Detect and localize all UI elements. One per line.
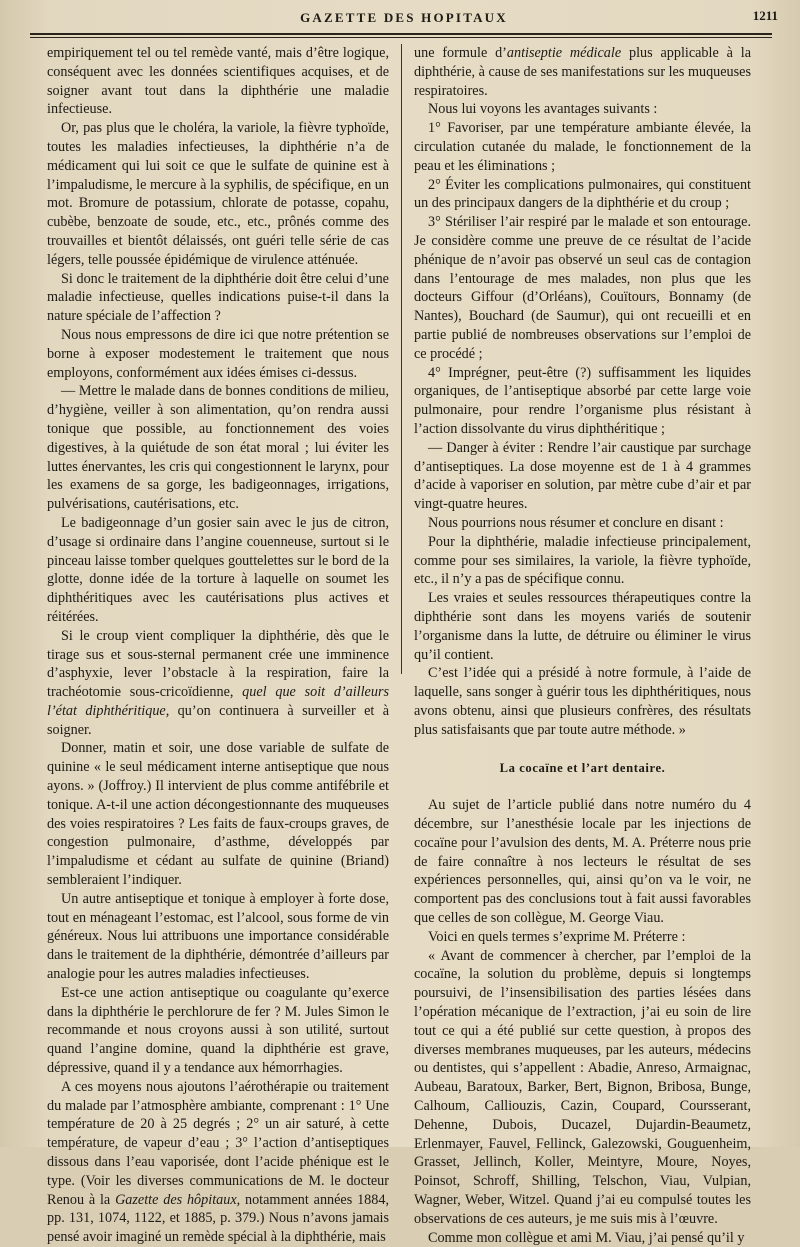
italic-text: Gazette des hôpitaux, (115, 1191, 241, 1208)
paragraph (47, 627, 389, 740)
paragraph: Est-ce une action antiseptique ou coagulante qu’exerce dans la diphthérie le perchlorure de fer ? M. Jules Simon le recommande et nous croyons aussi à son utilité, surtout quand l’angine domine, quand la diphthérie est grave, dépressive, quand il y a tendance aux hémorrhagies. (47, 984, 389, 1077)
paragraph: Nous nous empressons de dire ici que notre prétention se borne à exposer modestement le traitement que nous employons, conformément aux idées émises ci-dessus. (47, 326, 389, 381)
left-column (47, 44, 389, 1247)
journal-title: GAZETTE DES HOPITAUX (300, 10, 508, 25)
paragraph: Nous lui voyons les avantages suivants : (428, 101, 658, 118)
text-run: notamment années 1884, pp. 131, 1074, 1122, et 1885, p. 379.) Nous n’avons jamais pensé avoir imaginé un remède spécial à la diphthérie, mais (47, 1191, 390, 1246)
paragraph: — Mettre le malade dans de bonnes conditions de milieu, d’hygiène, veiller à son alimentation, qu’on rendra aussi tonique que possible, au fonctionnement des voies digestives, à la quiétude de son état moral ; lui éviter les luttes énervantes, les cris qui congestionnent le larynx, pour les examens de sa gorge, les badigeonnages, irrigations, pulvérisations, cautérisations, etc. (47, 383, 389, 513)
paragraph: empiriquement tel ou tel remède vanté, mais d’être logique, conséquent avec les données scientifiques acquises, et de soigner avant tout dans la diphthérie une maladie infectieuse. (47, 45, 389, 118)
text-run: Si le croup vient compliquer la diphthérie, dès que le tirage sus et sous-sternal permanent crée une imminence d’asphyxie, lever l’obstacle à la respiration, faire la trachéotomie sous-cricoïdienne, (47, 627, 389, 701)
paragraph: 2° Éviter les complications pulmonaires, qui constituent un des principaux dangers de la diphthérie et du croup ; (414, 176, 751, 212)
paragraph: Les vraies et seules ressources thérapeutiques contre la diphthérie sont dans les moyens variés de soutenir l’organisme dans la lutte, de détruire ou éliminer le virus qu’il contient. (414, 590, 751, 663)
italic-text: antiseptie médicale (506, 45, 622, 61)
paragraph: Voici en quels termes s’exprime M. Préterre : (428, 928, 686, 945)
paragraph: Pour la diphthérie, maladie infectieuse principalement, comme pour ses similaires, la variole, la fièvre typhoïde, etc., il n’y a pas de spécifique connu. (414, 533, 751, 588)
text-run: une formule d’ (414, 45, 507, 61)
paragraph: 3° Stériliser l’air respiré par le malade et son entourage. Je considère comme une preuve de ce résultat de l’acide phénique de n’avoir pas observé un seul cas de contagion dans l’entourage de mes malades, non plus que les docteurs Giffour (d’Orléans), Couïtours, Bonnamy (de Nantes), Bouchard (de Saumur), qui ont recueilli et en partie publié de nombreuses observations sur l’emploi de ce procédé ; (414, 214, 751, 362)
paragraph: Nous pourrions nous résumer et conclure en disant : (428, 514, 724, 531)
paragraph: 4° Imprégner, peut-être (?) suffisamment les liquides organiques, de l’antiseptique absorbé par cette large voie pulmonaire, pour rendre l’organisme plus résistant à l’action dissolvante du virus diphthéritique ; (414, 364, 751, 437)
paragraph: Un autre antiseptique et tonique à employer à forte dose, tout en ménageant l’estomac, est l’alcool, sous forme de vin généreux. Nous lui attribuons une importance considérable dans le traitement de la diphthérie, démontrée d’ailleurs par analogie pour les autres maladies infectieuses. (47, 890, 389, 983)
paragraph: Au sujet de l’article publié dans notre numéro du 4 décembre, sur l’anesthésie locale par les injections de cocaïne pour l’avulsion des dents, M. A. Préterre nous prie de faire connaître à nos lecteurs le résultat de ses expériences personnelles, qui, ainsi qu’on va le voir, ne comportent pas des conclusions tout à fait aussi favorables que celles de son collègue, M. George Viau. (414, 797, 751, 927)
paragraph (47, 1078, 389, 1247)
page-number: 1211 (752, 8, 778, 23)
italic-text: quel que soit d’ailleurs l’état diphthéritique, (47, 684, 389, 719)
header-rule (30, 33, 772, 38)
paragraph: Or, pas plus que le choléra, la variole, la fièvre typhoïde, toutes les maladies infectieuses, la diphthérie n’a de médicament qui lui soit ce que le sulfate de quinine est à l’impaludisme, le mercure à la syphilis, de spécifique, en un mot. Bromure de potassium, chlorate de potasse, copahu, cubèbe, benzoate de soude, etc., etc., prônés comme des trouvailles et bientôt délaissés, ont guéri telle série de cas légers, telle poussée épidémique de virulence atténuée. (47, 120, 389, 268)
paragraph: — Danger à éviter : Rendre l’air caustique par surchage d’antiseptiques. La dose moyenne est de 1 à 4 grammes d’acide à vaporiser en solution, par mètre cube d’air et par vingt-quatre heures. (414, 439, 751, 513)
paragraph: « Avant de commencer à chercher, par l’emploi de la cocaïne, la solution du problème, depuis si longtemps poursuivi, de l’insensibilisation des parties lésées dans l’opération mécanique de l’extraction, j’ai eu soin de lire tout ce qui a été publié sur cette question, à propos des diverses membranes muqueuses, par les auteurs, médecins ou dentistes, qui s’appellent : Abadie, Anreso, Armaignac, Aubeau, Baratoux, Barker, Bert, Bignon, Bribosa, Bunge, Calhoum, Calliouzis, Cazin, Coupard, Coursserant, Dehenne, Dubois, Ducazel, Dujardin-Beaumetz, Erlenmayer, Fauvel, Fellinck, Galezowski, Gouguenheim, Grasset, Jellinch, Koller, Meintyre, Moure, Noyes, Poinsot, Schroff, Shilling, Telschon, Viau, Vulpian, Wagner, Weber, Witzel. Quand j’ai eu compulsé toutes les observations de ces auteurs, je me suis mis à l’œuvre. (414, 947, 751, 1227)
paragraph: 1° Favoriser, par une température ambiante élevée, la circulation cutanée du malade, le fonctionnement de la peau et les éliminations ; (414, 120, 751, 174)
paragraph: Donner, matin et soir, une dose variable de sulfate de quinine « le seul médicament interne antiseptique que nous ayons. » (Joffroy.) Il intervient de plus comme antifébrile et tonique. A-t-il une action décongestionnante des muqueuses des voies respiratoires ? Les faits de faux-croups graves, de congestion pulmonaire, d’asthme, développés par l’impaludisme et cédant au sulfate de quinine (Briand) sembleraient l’indiquer. (47, 740, 389, 889)
paragraph: Comme mon collègue et ami M. Viau, j’ai pensé qu’il y (428, 1229, 745, 1246)
column-divider (401, 44, 402, 674)
paragraph: C’est l’idée qui a présidé à notre formule, à l’aide de laquelle, sans songer à guérir tous les diphthéritiques, nous avons obtenu, ainsi que plusieurs confrères, des résultats plus satisfaisants que par toute autre méthode. » (414, 665, 751, 738)
paragraph: Le badigeonnage d’un gosier sain avec le jus de citron, d’usage si ordinaire dans l’angine couenneuse, surtout si le pinceau laisse tomber quelques gouttelettes sur le bord de la glotte, donne idée de la torture à laquelle on soumet les diphthéritiques avec les cautérisations plus actives et réitérées. (47, 514, 389, 625)
text-run: qu’on continuera à surveiller et à soigner. (47, 702, 389, 738)
paragraph (414, 44, 751, 100)
section-title: La cocaïne et l’art dentaire. (499, 761, 666, 776)
paragraph: Si donc le traitement de la diphthérie doit être celui d’une maladie infectieuse, quelles indications puise-t-il dans la nature spéciale de l’affection ? (47, 270, 389, 325)
text-run: A ces moyens nous ajoutons l’aérothérapie ou traitement du malade par l’atmosphère ambiante, comprenant : 1° Une température de 20 à 25 degrés ; 2° un air saturé, à cette température, de vapeur d’eau ; 3° l’action d’antiseptiques dissous dans l’eau vaporisée, dont l’acide phénique est le type. (Voir les diverses communications de M. le docteur Renou à la (47, 1078, 389, 1208)
right-column (414, 44, 751, 1247)
text-run: plus applicable à la diphthérie, à cause de ses manifestations sur les muqueuses respiratoires. (414, 45, 751, 99)
page-header (30, 0, 778, 34)
